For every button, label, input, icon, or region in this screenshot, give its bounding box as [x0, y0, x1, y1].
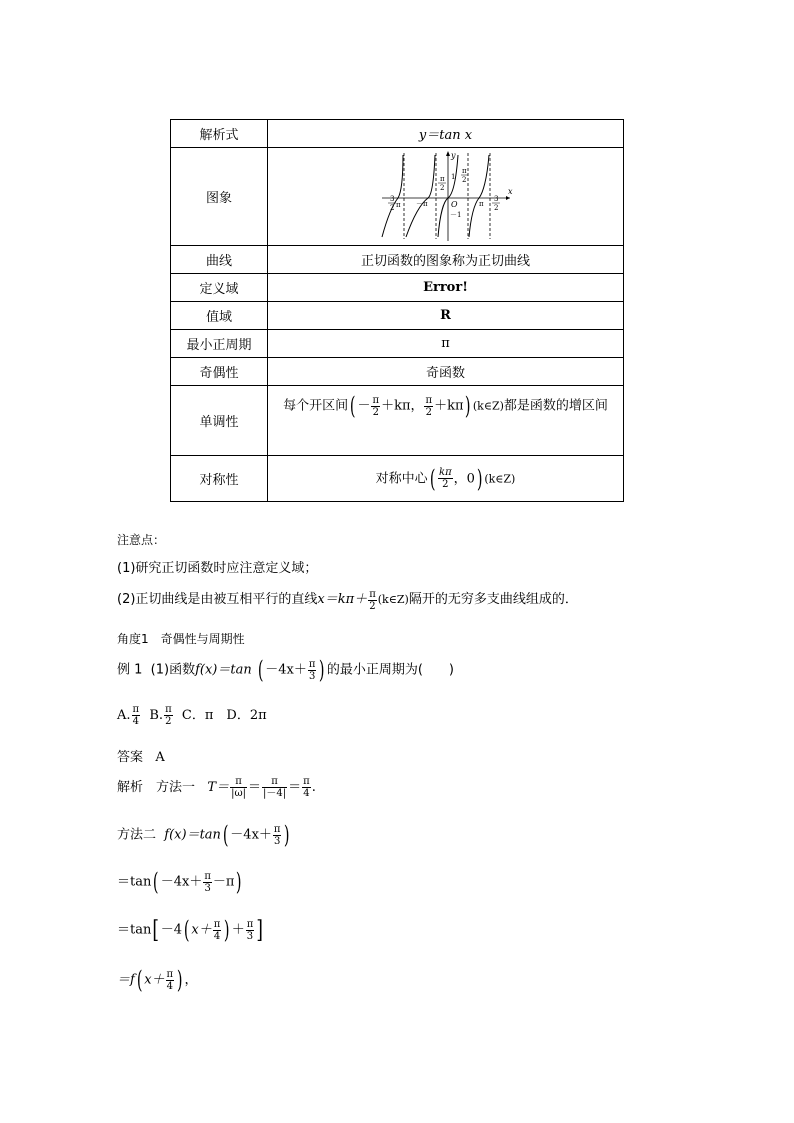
svg-text:－π: －π [415, 199, 428, 208]
svg-text:3: 3 [389, 194, 394, 203]
svg-text:π: π [395, 200, 401, 209]
note-item-2: (2)正切曲线是由被互相平行的直线x＝kπ＋ $\frac{\pi}{2}$ (k∈Z)隔开的无穷多支曲线组成的． [117, 589, 578, 612]
solution-method-1: 解析 方法一 T＝ $\frac{\pi}{|\omega|}$ ＝ $\frac{\pi}{|-4|}$ ＝ $\frac{\pi}{4}$ . [117, 776, 316, 799]
svg-text:x: x [507, 186, 513, 196]
row-key: 图象 [171, 148, 268, 246]
row-value [268, 120, 624, 148]
table-row [171, 120, 624, 148]
table-row [171, 274, 624, 302]
table-row [171, 302, 624, 330]
tangent-properties-table [170, 119, 624, 502]
svg-text:－1: －1 [449, 210, 461, 219]
row-value: 奇函数 [268, 358, 624, 386]
row-key: 曲线 [171, 246, 268, 274]
svg-text:2: 2 [493, 203, 498, 212]
row-key: 最小正周期 [171, 330, 268, 358]
row-value: 对称中心( $\frac{k\pi}{2}$ ，0) (k∈Z) [268, 456, 624, 502]
formula-y-tan-x: y＝tan x [418, 128, 473, 143]
svg-text:O: O [450, 199, 458, 209]
row-value: 正切函数的图象称为正切曲线 [268, 246, 624, 274]
row-key: 解析式 [171, 120, 268, 148]
solution-method-2-line-4: ＝f( x＋ $\frac{\pi}{4}$ ) ， [117, 966, 198, 994]
svg-text:y: y [450, 150, 456, 160]
tangent-graph [376, 149, 516, 245]
svg-text:1: 1 [450, 172, 455, 181]
svg-text:π: π [439, 174, 445, 183]
solution-method-2-line-2: ＝tan( －4x＋ $\frac{\pi}{3}$ －π) [117, 868, 242, 896]
row-key: 定义域 [171, 274, 268, 302]
answer-options: A. $\frac{\pi}{4}$ B. $\frac{\pi}{2}$ C．π D．2π [117, 704, 267, 727]
row-key: 对称性 [171, 456, 268, 502]
table-row [171, 386, 624, 456]
svg-text:π: π [478, 199, 484, 208]
svg-text:2: 2 [461, 175, 466, 184]
solution-method-2-line-3: ＝tan[－4( x＋ $\frac{\pi}{4}$ ) ＋ $\frac{\pi}{3}$ ] [117, 916, 264, 944]
row-value: R [268, 302, 624, 330]
table-row [171, 148, 624, 246]
table-row [171, 456, 624, 502]
section-title: 角度1 奇偶性与周期性 [117, 632, 245, 646]
svg-text:2: 2 [389, 203, 394, 212]
table-row [171, 330, 624, 358]
svg-text:π: π [461, 166, 467, 175]
solution-method-2-line-1: 方法二 f(x)＝tan( －4x＋ $\frac{\pi}{3}$ ) [117, 821, 290, 849]
row-key: 值域 [171, 302, 268, 330]
note-item-1: (1)研究正切函数时应注意定义域； [117, 561, 318, 576]
notes-title: 注意点： [117, 533, 166, 547]
table-row [171, 246, 624, 274]
answer-line: 答案 A [117, 750, 165, 765]
row-key: 奇偶性 [171, 358, 268, 386]
row-value: Error! [268, 274, 624, 302]
svg-text:3: 3 [493, 194, 498, 203]
row-value [268, 148, 624, 246]
row-key: 单调性 [171, 386, 268, 456]
svg-text:2: 2 [439, 183, 444, 192]
row-value: 每个开区间( － $\frac{\pi}{2}$ ＋kπ， $\frac{\pi}{2}$ ＋kπ) (k∈Z)都是函数的增区间 [268, 386, 624, 456]
table-row [171, 358, 624, 386]
example-question: 例 1 (1)函数f(x)＝tan ( －4x＋ $\frac{\pi}{3}$ ) 的最小正周期为( ) [117, 656, 454, 684]
row-value: π [268, 330, 624, 358]
